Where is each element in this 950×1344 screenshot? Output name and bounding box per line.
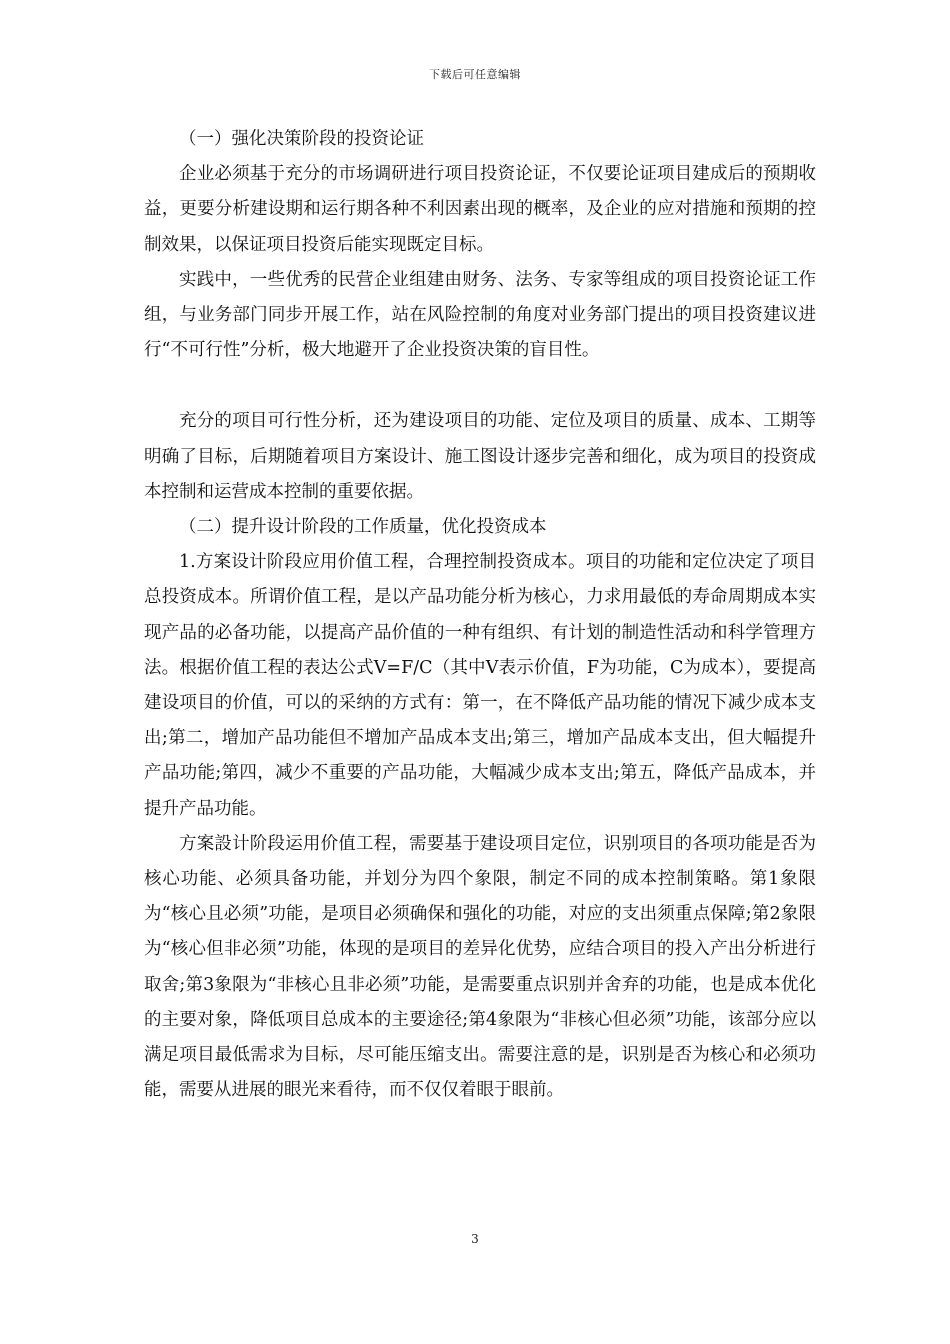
- section-heading-1: （一）强化决策阶段的投资论证: [179, 129, 424, 149]
- page-number: 3: [471, 1232, 479, 1246]
- paragraph: 方案設计阶段运用价值工程，需要基于建设项目定位，识别项目的各项功能是否为核心功能、必须具备功能，并划分为四个象限，制定不同的成本控制策略。第1象限为“核心且必须”功能，是项目必须确保和强化的功能，对应的支出须重点保障;第2象限为“核心但非必须”功能，体现的是项目的差异化优势，应结合项目的投入产出分析进行取舍;第3象限为“非核心且非必须”功能，是需要重点识别并舍弃的功能，也是成本优化的主要对象，降低项目总成本的主要途径;第4象限为“非核心但必须”功能，该部分应以满足项目最低需求为目标，尽可能压缩支出。需要注意的是，识别是否为核心和必须功能，需要从进展的眼光来看待，而不仅仅着眼于眼前。: [144, 833, 816, 1101]
- blank-line: [144, 368, 816, 404]
- document-body: [144, 122, 816, 1108]
- paragraph: 充分的项目可行性分析，还为建设项目的功能、定位及项目的质量、成本、工期等明确了目标，后期随着项目方案设计、施工图设计逐步完善和细化，成为项目的投资成本控制和运营成本控制的重要依据。: [144, 411, 816, 502]
- page-header: 下载后可任意编辑: [429, 68, 521, 81]
- paragraph: 1.方案设计阶段应用价值工程，合理控制投资成本。项目的功能和定位决定了项目总投资成本。所谓价值工程，是以产品功能分析为核心，力求用最低的寿命周期成本实现产品的必备功能，以提高产品价值的一种有组织、有计划的制造性活动和科学管理方法。根据价值工程的表达公式V=F/C（其中V表示价值，F为功能，C为成本），要提高建设项目的价值，可以的采纳的方式有：第一，在不降低产品功能的情况下减少成本支出;第二，增加产品功能但不增加产品成本支出;第三，增加产品成本支出，但大幅提升产品功能;第四，减少不重要的产品功能，大幅减少成本支出;第五，降低产品成本，并提升产品功能。: [144, 552, 816, 819]
- paragraph: 实践中，一些优秀的民营企业组建由财务、法务、专家等组成的项目投资论证工作组，与业务部门同步开展工作，站在风险控制的角度对业务部门提出的项目投资建议进行“不可行性”分析，极大地避开了企业投资决策的盲目性。: [144, 269, 816, 361]
- paragraph: 企业必须基于充分的市场调研进行项目投资论证，不仅要论证项目建成后的预期收益，更要分析建设期和运行期各种不利因素出现的概率，及企业的应对措施和预期的控制效果，以保证项目投资后能实现既定目标。: [144, 164, 816, 255]
- section-heading-2: （二）提升设计阶段的工作质量，优化投资成本: [179, 517, 547, 538]
